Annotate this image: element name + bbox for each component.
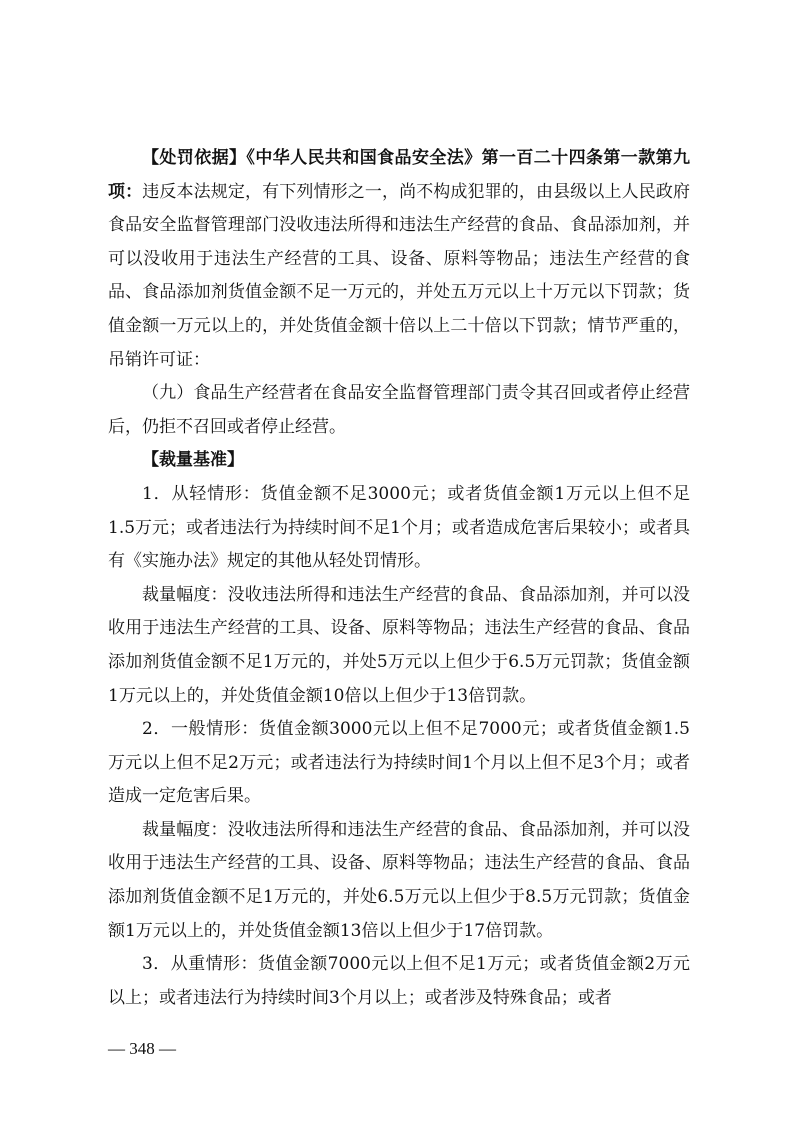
- severe-criteria-paragraph: 3．从重情形：货值金额7000元以上但不足1万元；或者货值金额2万元以上；或者违法行为持续时间3个月以上；或者涉及特殊食品；或者: [108, 954, 690, 1008]
- lenient-range-paragraph: 裁量幅度：没收违法所得和违法生产经营的食品、食品添加剂，并可以没收用于违法生产经营的工具、设备、原料等物品；违法生产经营的食品、食品添加剂货值金额不足1万元的，并处5万元以上但少于6.5万元罚款；货值金额1万元以上的，并处货值金额10倍以上但少于13倍罚款。: [108, 584, 690, 706]
- document-body: [108, 142, 690, 1015]
- general-criteria-paragraph: 2．一般情形：货值金额3000元以上但不足7000元；或者货值金额1.5万元以上但不足2万元；或者违法行为持续时间1个月以上但不足3个月；或者造成一定危害后果。: [108, 719, 690, 807]
- page-number: — 348 —: [108, 1039, 176, 1058]
- penalty-basis-heading: 【处罚依据】《中华人民共和国食品安全法》第一百二十四条第一款第九项：: [108, 148, 690, 202]
- clause-nine-paragraph: （九）食品生产经营者在食品安全监督管理部门责令其召回或者停止经营后，仍拒不召回或者停止经营。: [108, 383, 690, 437]
- lenient-criteria-paragraph: 1．从轻情形：货值金额不足3000元；或者货值金额1万元以上但不足1.5万元；或者违法行为持续时间不足1个月；或者造成危害后果较小；或者具有《实施办法》规定的其他从轻处罚情形。: [108, 483, 690, 572]
- general-range-paragraph: 裁量幅度：没收违法所得和违法生产经营的食品、食品添加剂，并可以没收用于违法生产经营的工具、设备、原料等物品；违法生产经营的食品、食品添加剂货值金额不足1万元的，并处6.5万元以上但少于8.5万元罚款；货值金额1万元以上的，并处货值金额13倍以上但少于17倍罚款。: [108, 819, 690, 941]
- penalty-basis-text: 违反本法规定，有下列情形之一，尚不构成犯罪的，由县级以上人民政府食品安全监督管理部门没收违法所得和违法生产经营的食品、食品添加剂，并可以没收用于违法生产经营的工具、设备、原料等物品；违法生产经营的食品、食品添加剂货值金额不足一万元的，并处五万元以上十万元以下罚款；货值金额一万元以上的，并处货值金额十倍以上二十倍以下罚款；情节严重的，吊销许可证：: [108, 181, 691, 370]
- penalty-basis-paragraph: [108, 142, 690, 377]
- discretion-standard-heading: 【裁量基准】: [142, 450, 244, 471]
